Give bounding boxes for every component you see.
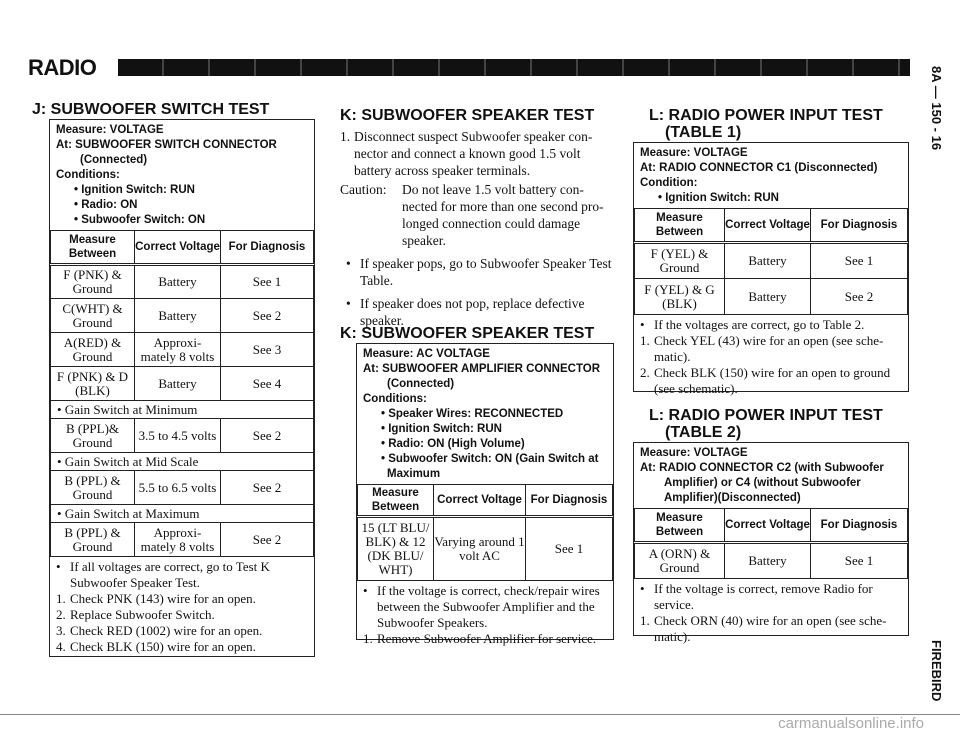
- number: 1.: [363, 631, 373, 646]
- cond-line: Conditions:: [363, 393, 427, 405]
- watermark: carmanualsonline.info: [778, 715, 924, 732]
- number: 1.: [640, 613, 650, 628]
- cell: See 2: [221, 299, 314, 333]
- heading-line: (TABLE 1): [665, 124, 742, 141]
- cell: B (PPL)& Ground: [51, 419, 135, 453]
- note-text: Check PNK (143) wire for an open.: [70, 591, 256, 606]
- section-k-instructions: [340, 128, 614, 329]
- cond-line: • Subwoofer Switch: ON (Gain Switch at: [381, 453, 599, 465]
- cond-line: At: RADIO CONNECTOR C1 (Disconnected): [640, 162, 878, 174]
- cond-line: • Radio: ON (High Volume): [381, 438, 525, 450]
- cond-line: Measure: VOLTAGE: [640, 447, 748, 459]
- heading-line: L: RADIO POWER INPUT TEST: [649, 107, 883, 124]
- side-model-name: FIREBIRD: [929, 640, 944, 702]
- subheading-row: • Gain Switch at Maximum: [51, 505, 314, 523]
- list-item: [56, 591, 308, 607]
- section-k2-box: [356, 343, 614, 646]
- col-header: Measure Between: [635, 509, 725, 543]
- cond-line: Measure: VOLTAGE: [640, 147, 748, 159]
- table-row: [51, 367, 314, 401]
- list-item: [640, 317, 902, 333]
- table-row: [51, 523, 314, 557]
- note-text: Check ORN (40) wire for an open (see sche- matic).: [654, 613, 887, 644]
- section-j-conditions: [50, 120, 314, 230]
- cell: A (ORN) & Ground: [635, 543, 725, 579]
- cond-line: Measure: VOLTAGE: [56, 124, 164, 136]
- list-item: • If speaker does not pop, replace defective speaker.: [340, 295, 614, 329]
- cell: Battery: [135, 299, 221, 333]
- caution-label: Caution:: [340, 182, 387, 197]
- cond-line: Amplifier)(Disconnected): [664, 492, 801, 504]
- col-header: Measure Between: [358, 485, 434, 517]
- table-row: [51, 265, 314, 299]
- list-item: [640, 333, 902, 365]
- cell: Battery: [725, 279, 811, 315]
- note-text: If all voltages are correct, go to Test K Subwoofer Speaker Test.: [70, 559, 270, 590]
- section-k2-table: [357, 484, 613, 581]
- cell: F (YEL) & G (BLK): [635, 279, 725, 315]
- cond-line: At: SUBWOOFER AMPLIFIER CONNECTOR: [363, 363, 601, 375]
- section-j-notes: [50, 557, 314, 658]
- table-row: [51, 471, 314, 505]
- table-row: [358, 517, 613, 581]
- section-l1-box: [633, 142, 909, 396]
- list-item: [363, 631, 607, 647]
- list-item: [640, 365, 902, 397]
- number: 4.: [56, 639, 66, 654]
- side-section-code: 8A — 150 - 16: [929, 66, 944, 151]
- section-j-table: [50, 230, 314, 557]
- table-row: [51, 333, 314, 367]
- table-row: [51, 419, 314, 453]
- section-l1-table: [634, 208, 908, 315]
- cell: 3.5 to 4.5 volts: [135, 419, 221, 453]
- cond-line: Maximum: [387, 468, 441, 480]
- cell: See 2: [221, 419, 314, 453]
- cell: Battery: [725, 243, 811, 279]
- note-text: Check RED (1002) wire for an open.: [70, 623, 263, 638]
- cond-line: At: SUBWOOFER SWITCH CONNECTOR: [56, 139, 277, 151]
- list-item: [56, 559, 308, 591]
- number: 2.: [56, 607, 66, 622]
- heading-line: (TABLE 2): [665, 424, 742, 441]
- col-header: Measure Between: [51, 231, 135, 265]
- cell: 5.5 to 6.5 volts: [135, 471, 221, 505]
- section-l2-table: [634, 508, 908, 579]
- table-row: [635, 243, 908, 279]
- note-text: Replace Subwoofer Switch.: [70, 607, 215, 622]
- col-header: Correct Voltage: [434, 485, 526, 517]
- list-item: [56, 639, 308, 655]
- cell: Varying around 1 volt AC: [434, 517, 526, 581]
- number: 1.: [640, 333, 650, 348]
- cell: See 1: [811, 243, 908, 279]
- list-item: [363, 583, 607, 631]
- cond-line: Amplifier) or C4 (without Subwoofer: [664, 477, 861, 489]
- note-text: Check BLK (150) wire for an open.: [70, 639, 256, 654]
- header-bar: [118, 59, 910, 76]
- bullet-text: If speaker does not pop, replace defective speaker.: [360, 296, 585, 328]
- cell: Battery: [135, 367, 221, 401]
- cell: See 4: [221, 367, 314, 401]
- step-text: Disconnect suspect Subwoofer speaker con- nector and connect a known good 1.5 volt battery across speaker terminals.: [354, 129, 593, 178]
- caution-text: Do not leave 1.5 volt battery con- nected for more than one second pro- longed connection could damage speaker.: [402, 182, 604, 248]
- cell: C(WHT) & Ground: [51, 299, 135, 333]
- cell: See 2: [221, 471, 314, 505]
- number: 3.: [56, 623, 66, 638]
- note-text: Check BLK (150) wire for an open to ground (see schematic).: [654, 365, 891, 396]
- bullet: •: [640, 581, 645, 596]
- table-row: [635, 279, 908, 315]
- cond-line: Condition:: [640, 177, 698, 189]
- list-item: 1. Disconnect suspect Subwoofer speaker con- nector and connect a known good 1.5 volt battery across speaker terminals.: [340, 128, 614, 179]
- page-title: RADIO: [28, 55, 97, 80]
- list-item: [56, 607, 308, 623]
- cell: F (YEL) & Ground: [635, 243, 725, 279]
- cond-line: (Connected): [387, 378, 455, 390]
- subheading-row: • Gain Switch at Minimum: [51, 401, 314, 419]
- table-row: [51, 299, 314, 333]
- col-header: Correct Voltage: [135, 231, 221, 265]
- section-k2-notes: [357, 581, 613, 650]
- section-l2-notes: [634, 579, 908, 648]
- bullet-text: If speaker pops, go to Subwoofer Speaker Test Table.: [360, 256, 612, 288]
- col-header: For Diagnosis: [811, 209, 908, 243]
- subheading-row: • Gain Switch at Mid Scale: [51, 453, 314, 471]
- cell: Battery: [725, 543, 811, 579]
- cond-line: (Connected): [80, 154, 148, 166]
- cell: Battery: [135, 265, 221, 299]
- section-l1-notes: [634, 315, 908, 400]
- cond-line: • Ignition Switch: RUN: [658, 192, 779, 204]
- table-row: [635, 543, 908, 579]
- cond-line: • Ignition Switch: RUN: [381, 423, 502, 435]
- section-j-heading: J: SUBWOOFER SWITCH TEST: [32, 101, 270, 118]
- cell: See 2: [221, 523, 314, 557]
- bullet: •: [56, 559, 61, 574]
- section-l2-conditions: [634, 443, 908, 508]
- cell: See 2: [811, 279, 908, 315]
- cond-line: Measure: AC VOLTAGE: [363, 348, 490, 360]
- list-item: [640, 581, 902, 613]
- bullet: •: [640, 317, 645, 332]
- section-k2-conditions: [357, 344, 613, 484]
- number: 2.: [640, 365, 650, 380]
- note-text: Remove Subwoofer Amplifier for service.: [377, 631, 597, 646]
- col-header: For Diagnosis: [526, 485, 613, 517]
- section-k-heading: K: SUBWOOFER SPEAKER TEST: [340, 107, 595, 124]
- cell: See 1: [221, 265, 314, 299]
- section-l2-box: [633, 442, 909, 644]
- col-header: Correct Voltage: [725, 209, 811, 243]
- cell: See 1: [526, 517, 613, 581]
- cond-line: • Ignition Switch: RUN: [74, 184, 195, 196]
- section-l2-heading: [649, 407, 883, 441]
- caution-block: [340, 181, 614, 249]
- col-header: Correct Voltage: [725, 509, 811, 543]
- list-item: • If speaker pops, go to Subwoofer Speaker Test Table.: [340, 255, 614, 289]
- cell: 15 (LT BLU/ BLK) & 12 (DK BLU/ WHT): [358, 517, 434, 581]
- cond-line: • Radio: ON: [74, 199, 138, 211]
- cond-line: • Speaker Wires: RECONNECTED: [381, 408, 564, 420]
- cell: A(RED) & Ground: [51, 333, 135, 367]
- note-text: Check YEL (43) wire for an open (see sche- matic).: [654, 333, 884, 364]
- heading-line: L: RADIO POWER INPUT TEST: [649, 407, 883, 424]
- cell: B (PPL) & Ground: [51, 471, 135, 505]
- number: 1.: [56, 591, 66, 606]
- section-l1-conditions: [634, 143, 908, 208]
- section-j-box: [49, 119, 315, 657]
- cell: Approxi- mately 8 volts: [135, 333, 221, 367]
- bullet: •: [363, 583, 368, 598]
- cell: See 3: [221, 333, 314, 367]
- col-header: Measure Between: [635, 209, 725, 243]
- list-item: [56, 623, 308, 639]
- cell: F (PNK) & Ground: [51, 265, 135, 299]
- cell: B (PPL) & Ground: [51, 523, 135, 557]
- note-text: If the voltage is correct, remove Radio for service.: [654, 581, 873, 612]
- cond-line: • Subwoofer Switch: ON: [74, 214, 206, 226]
- cell: Approxi- mately 8 volts: [135, 523, 221, 557]
- note-text: If the voltages are correct, go to Table 2.: [654, 317, 865, 332]
- cell: See 1: [811, 543, 908, 579]
- note-text: If the voltage is correct, check/repair wires between the Subwoofer Amplifier and the Subwoofer Speakers.: [377, 583, 600, 630]
- col-header: For Diagnosis: [221, 231, 314, 265]
- cond-line: Conditions:: [56, 169, 120, 181]
- section-k2-heading: K: SUBWOOFER SPEAKER TEST: [340, 325, 595, 342]
- cond-line: At: RADIO CONNECTOR C2 (with Subwoofer: [640, 462, 884, 474]
- list-item: [640, 613, 902, 645]
- col-header: For Diagnosis: [811, 509, 908, 543]
- cell: F (PNK) & D (BLK): [51, 367, 135, 401]
- section-l1-heading: [649, 107, 883, 141]
